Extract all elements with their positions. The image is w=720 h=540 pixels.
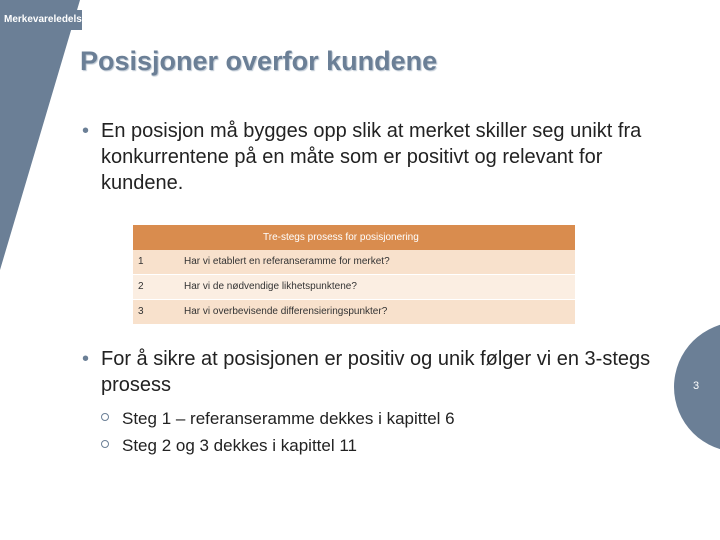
sub-bullet-2 — [101, 436, 357, 456]
sub-bullet-1 — [101, 409, 455, 429]
bullet-dot-icon: • — [82, 348, 90, 370]
row-number: 2 — [138, 281, 144, 292]
bullet-2 — [82, 346, 682, 398]
table-header — [133, 225, 575, 250]
page-number: 3 — [693, 380, 700, 392]
row-question: Har vi etablert en referanseramme for merket? — [184, 256, 390, 267]
row-number: 1 — [138, 256, 144, 267]
bullet-text: En posisjon må bygges opp slik at merket skiller seg unikt fra konkurrentene på en måte som er positivt og relevant for kundene. — [101, 120, 642, 194]
table-row — [133, 275, 575, 300]
row-number: 3 — [138, 306, 144, 317]
circle-bullet-icon — [101, 440, 109, 448]
row-question: Har vi de nødvendige likhetspunktene? — [184, 281, 357, 292]
circle-bullet-icon — [101, 413, 109, 421]
table-row — [133, 250, 575, 275]
row-question: Har vi overbevisende differensieringspunkter? — [184, 306, 388, 317]
sub-bullet-text: Steg 1 – referanseramme dekkes i kapittel 6 — [122, 409, 455, 428]
bullet-dot-icon: • — [82, 120, 90, 142]
slide-title: Posisjoner overfor kundene — [80, 46, 438, 76]
process-table — [133, 225, 575, 321]
sub-bullet-text: Steg 2 og 3 dekkes i kapittel 11 — [122, 436, 358, 455]
table-row — [133, 300, 575, 325]
bullet-1 — [82, 118, 682, 196]
bullet-text: For å sikre at posisjonen er positiv og unik følger vi en 3-stegs prosess — [101, 348, 651, 396]
brand-label: Merkevareledelse — [0, 10, 82, 30]
table-header-label: Tre-stegs prosess for posisjonering — [263, 232, 419, 243]
